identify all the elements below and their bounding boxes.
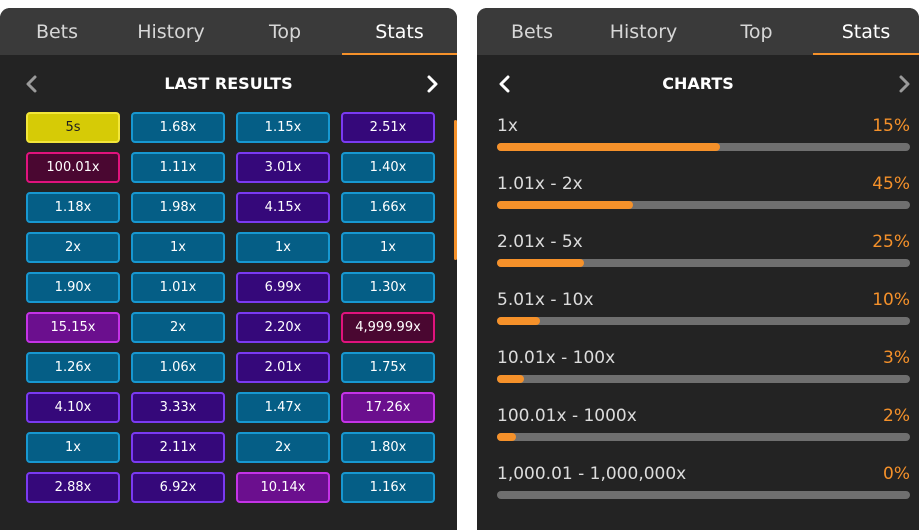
result-cell[interactable]: 2x xyxy=(236,432,330,463)
range-bar-track xyxy=(497,143,910,151)
result-cell[interactable]: 1.26x xyxy=(26,352,120,383)
range-percent: 0% xyxy=(883,464,910,484)
range-bar-fill xyxy=(497,433,516,441)
tab-stats[interactable]: Stats xyxy=(813,8,919,55)
range-label: 1x xyxy=(497,116,518,136)
range-percent: 25% xyxy=(872,232,910,252)
result-cell[interactable]: 2.51x xyxy=(341,112,435,143)
range-bar-track xyxy=(497,375,910,383)
range-row xyxy=(497,464,910,504)
range-bar-track xyxy=(497,201,910,209)
last-results-panel xyxy=(0,8,457,530)
range-bar-track xyxy=(497,433,910,441)
result-cell[interactable]: 5s xyxy=(26,112,120,143)
result-cell[interactable]: 1.18x xyxy=(26,192,120,223)
result-cell[interactable]: 1.15x xyxy=(236,112,330,143)
result-cell[interactable]: 15.15x xyxy=(26,312,120,343)
range-row xyxy=(497,406,910,446)
result-cell[interactable]: 1.68x xyxy=(131,112,225,143)
range-bar-fill xyxy=(497,375,524,383)
range-percent: 45% xyxy=(872,174,910,194)
tab-bar xyxy=(477,8,919,55)
result-cell[interactable]: 1x xyxy=(236,232,330,263)
result-cell[interactable]: 2.88x xyxy=(26,472,120,503)
charts-header xyxy=(477,64,919,104)
tab-history[interactable]: History xyxy=(137,21,205,43)
chevron-right-icon[interactable] xyxy=(894,74,914,94)
range-percent: 3% xyxy=(883,348,910,368)
range-label: 100.01x - 1000x xyxy=(497,406,637,426)
result-cell[interactable]: 4,999.99x xyxy=(341,312,435,343)
tab-top[interactable]: Top xyxy=(740,21,773,43)
result-cell[interactable]: 6.99x xyxy=(236,272,330,303)
result-cell[interactable]: 2.20x xyxy=(236,312,330,343)
range-bar-fill xyxy=(497,317,540,325)
results-header xyxy=(0,64,457,104)
result-cell[interactable]: 4.15x xyxy=(236,192,330,223)
result-cell[interactable]: 1.66x xyxy=(341,192,435,223)
result-cell[interactable]: 2x xyxy=(131,312,225,343)
result-cell[interactable]: 100.01x xyxy=(26,152,120,183)
range-percent: 10% xyxy=(872,290,910,310)
result-cell[interactable]: 4.10x xyxy=(26,392,120,423)
tab-bar xyxy=(0,8,457,55)
range-label: 1.01x - 2x xyxy=(497,174,583,194)
range-percent: 15% xyxy=(872,116,910,136)
result-cell[interactable]: 6.92x xyxy=(131,472,225,503)
range-label: 10.01x - 100x xyxy=(497,348,616,368)
results-scrollbar[interactable] xyxy=(454,120,457,260)
result-cell[interactable]: 1.80x xyxy=(341,432,435,463)
range-label: 1,000.01 - 1,000,000x xyxy=(497,464,687,484)
result-cell[interactable]: 1x xyxy=(341,232,435,263)
result-cell[interactable]: 3.01x xyxy=(236,152,330,183)
result-cell[interactable]: 2.11x xyxy=(131,432,225,463)
result-cell[interactable]: 1.01x xyxy=(131,272,225,303)
result-cell[interactable]: 1.30x xyxy=(341,272,435,303)
result-cell[interactable]: 1.75x xyxy=(341,352,435,383)
result-cell[interactable]: 17.26x xyxy=(341,392,435,423)
result-cell[interactable]: 3.33x xyxy=(131,392,225,423)
result-cell[interactable]: 1.47x xyxy=(236,392,330,423)
charts-title: CHARTS xyxy=(662,74,734,93)
result-cell[interactable]: 1.16x xyxy=(341,472,435,503)
range-bar-fill xyxy=(497,143,720,151)
result-cell[interactable]: 1x xyxy=(131,232,225,263)
result-cell[interactable]: 1x xyxy=(26,432,120,463)
tab-bets[interactable]: Bets xyxy=(35,21,79,43)
tab-stats[interactable]: Stats xyxy=(342,8,457,55)
result-cell[interactable]: 1.11x xyxy=(131,152,225,183)
range-label: 2.01x - 5x xyxy=(497,232,583,252)
result-cell[interactable]: 1.98x xyxy=(131,192,225,223)
range-row xyxy=(497,290,910,330)
result-cell[interactable]: 2x xyxy=(26,232,120,263)
range-bar-fill xyxy=(497,201,633,209)
result-cell[interactable]: 1.06x xyxy=(131,352,225,383)
results-title: LAST RESULTS xyxy=(164,74,293,93)
range-row xyxy=(497,116,910,156)
range-bar-track xyxy=(497,259,910,267)
result-cell[interactable]: 10.14x xyxy=(236,472,330,503)
range-bar-fill xyxy=(497,259,584,267)
range-row xyxy=(497,348,910,388)
tab-history[interactable]: History xyxy=(609,21,678,43)
tab-bets[interactable]: Bets xyxy=(510,21,554,43)
range-bar-track xyxy=(497,317,910,325)
range-bar-track xyxy=(497,491,910,499)
charts-panel xyxy=(477,8,919,530)
result-cell[interactable]: 2.01x xyxy=(236,352,330,383)
chevron-right-icon[interactable] xyxy=(422,74,442,94)
range-label: 5.01x - 10x xyxy=(497,290,594,310)
result-cell[interactable]: 1.40x xyxy=(341,152,435,183)
result-cell[interactable]: 1.90x xyxy=(26,272,120,303)
range-row xyxy=(497,174,910,214)
range-percent: 2% xyxy=(883,406,910,426)
tab-top[interactable]: Top xyxy=(268,21,302,43)
range-row xyxy=(497,232,910,272)
